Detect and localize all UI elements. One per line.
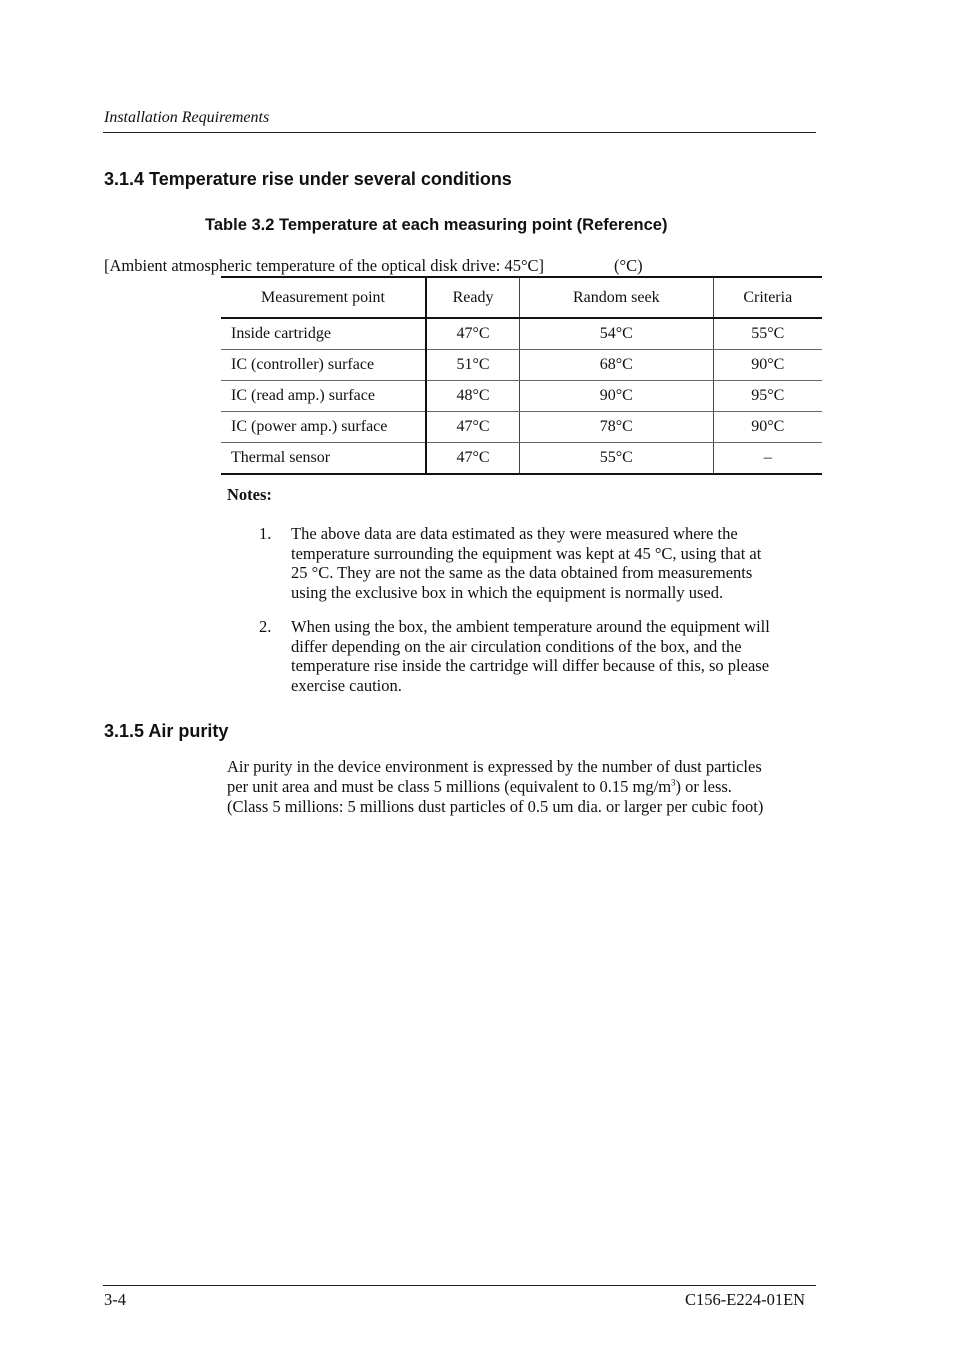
note-line: exercise caution.	[291, 676, 402, 696]
note-body	[291, 524, 811, 603]
table-cell: 78°C	[520, 412, 713, 443]
table-cell: 51°C	[426, 350, 520, 381]
table-caption: Table 3.2 Temperature at each measuring point (Reference)	[205, 216, 668, 234]
table-row	[221, 318, 822, 350]
note-line: temperature rise inside the cartridge will differ because of this, so please	[291, 656, 770, 676]
table-cell: 55°C	[713, 318, 822, 350]
note-line: temperature surrounding the equipment was kept at 45 °C, using that at	[291, 543, 762, 563]
section-heading-3-1-5: 3.1.5 Air purity	[104, 721, 229, 741]
table-cell: 54°C	[520, 318, 713, 350]
table-cell: 55°C	[520, 443, 713, 475]
ambient-temperature-note: [Ambient atmospheric temperature of the optical disk drive: 45°C]	[104, 256, 545, 275]
table-cell: 90°C	[713, 412, 822, 443]
column-header-measurement-point: Measurement point	[221, 277, 426, 318]
note-line: using the exclusive box in which the equipment is normally used.	[291, 583, 724, 603]
paragraph-line: (Class 5 millions: 5 millions dust particles of 0.5 um dia. or larger per cubic foot)	[227, 797, 764, 816]
table-row	[221, 381, 822, 412]
table-cell: 47°C	[426, 412, 520, 443]
note-line: differ depending on the air circulation conditions of the box, and the	[291, 636, 742, 656]
table-header-row	[221, 277, 822, 318]
document-code: C156-E224-01EN	[685, 1290, 806, 1309]
table-cell: 95°C	[713, 381, 822, 412]
paragraph-line: Air purity in the device environment is expressed by the number of dust particles	[227, 757, 762, 776]
table-cell: 47°C	[426, 443, 520, 475]
paragraph-text: ) or less.	[675, 777, 732, 796]
footer-rule	[103, 1285, 816, 1286]
air-purity-paragraph	[227, 757, 763, 817]
temperature-table	[221, 276, 822, 475]
table-cell: 68°C	[520, 350, 713, 381]
note-body	[291, 617, 811, 696]
running-header: Installation Requirements	[104, 109, 270, 126]
unit-note: (°C)	[614, 256, 643, 275]
table-cell: Thermal sensor	[221, 443, 426, 475]
section-heading-3-1-4: 3.1.4 Temperature rise under several conditions	[104, 169, 512, 189]
table-cell: Inside cartridge	[221, 318, 426, 350]
table-row	[221, 350, 822, 381]
paragraph-text: per unit area and must be class 5 millions (equivalent to 0.15 mg/m	[227, 777, 672, 796]
note-line: 25 °C. They are not the same as the data obtained from measurements	[291, 563, 753, 583]
table-cell: 47°C	[426, 318, 520, 350]
note-number: 1.	[259, 524, 272, 543]
column-header-ready: Ready	[426, 277, 520, 318]
page-number: 3-4	[104, 1290, 126, 1309]
table-cell: IC (read amp.) surface	[221, 381, 426, 412]
table-row	[221, 412, 822, 443]
table-cell: 90°C	[713, 350, 822, 381]
superscript: 3	[671, 777, 676, 788]
paragraph-line	[227, 777, 763, 797]
note-number: 2.	[259, 617, 272, 636]
column-header-random-seek: Random seek	[520, 277, 713, 318]
table-cell: 90°C	[520, 381, 713, 412]
note-line: When using the box, the ambient temperature around the equipment will	[291, 617, 770, 636]
table-cell: 48°C	[426, 381, 520, 412]
column-header-criteria: Criteria	[713, 277, 822, 318]
table-cell: IC (power amp.) surface	[221, 412, 426, 443]
note-line: The above data are data estimated as they were measured where the	[291, 524, 738, 543]
table-cell: –	[763, 449, 772, 466]
header-rule	[103, 132, 816, 133]
notes-label: Notes:	[227, 485, 272, 504]
table-row	[221, 443, 822, 475]
table-cell: IC (controller) surface	[221, 350, 426, 381]
